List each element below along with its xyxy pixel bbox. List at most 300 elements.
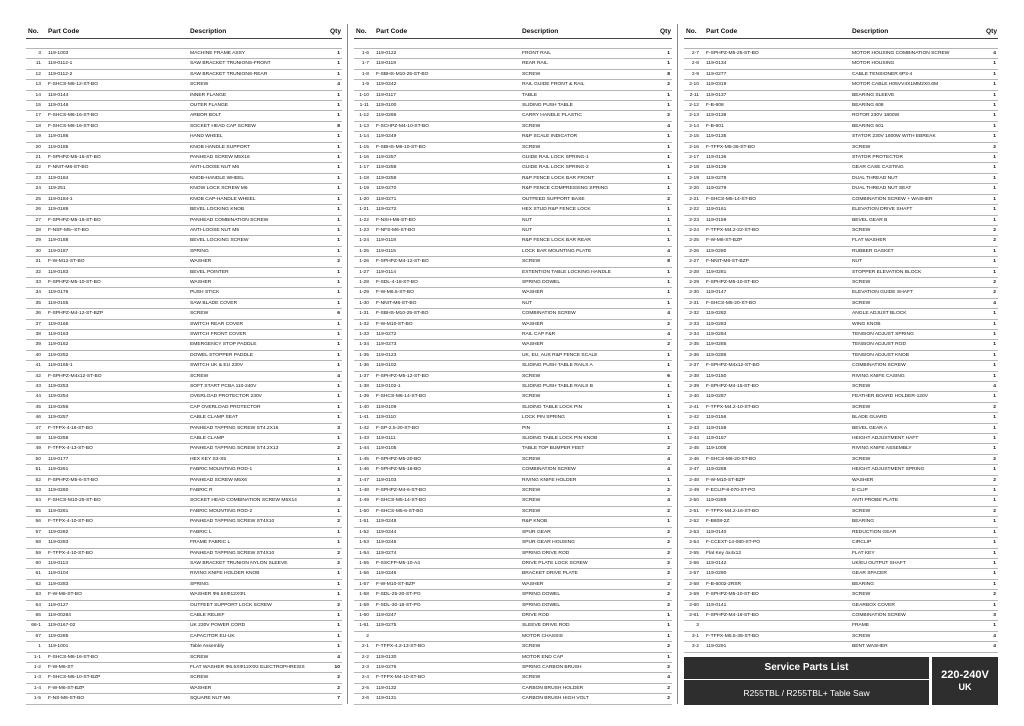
part-code: 119-0115 (374, 246, 520, 256)
part-description: FABRIC MOUNTING ROD-1 (188, 465, 328, 475)
item-number: 2-29 (684, 277, 704, 287)
part-code: 119-0187 (46, 246, 188, 256)
part-qty: 2 (328, 600, 342, 610)
part-qty: 1 (328, 350, 342, 360)
table-row (26, 600, 342, 610)
part-qty: 10 (328, 662, 342, 672)
part-code: 119-1001 (46, 642, 188, 652)
part-code: 119-0105 (374, 444, 520, 454)
part-qty: 1 (984, 517, 998, 527)
part-qty: 2 (658, 486, 672, 496)
part-qty: 4 (328, 371, 342, 381)
part-description: SLEEVE DRIVE ROD (520, 621, 658, 631)
part-description: COMBINATION SCREW (850, 610, 984, 620)
part-code: 119-0319 (704, 80, 850, 90)
table-row (354, 590, 672, 600)
part-description: R&P FENCE LOCK BAR FRONT (520, 173, 658, 183)
part-code: 119-0102-1 (374, 382, 520, 392)
part-code: F-W-M6-ST (46, 662, 188, 672)
item-number: 2-33 (684, 319, 704, 329)
item-number: 1-25 (354, 246, 374, 256)
part-qty: 1 (984, 465, 998, 475)
part-qty: 1 (658, 517, 672, 527)
part-code: F-W-M12-ST-BO (46, 257, 188, 267)
part-qty: 8 (658, 69, 672, 79)
part-description: UK 230V POWER CORD (188, 621, 328, 631)
item-number: 52 (26, 475, 46, 485)
item-number: 1-2 (26, 662, 46, 672)
item-number: 2-6 (354, 694, 374, 704)
spacer-cell (26, 39, 46, 49)
part-description: Table Assembly (188, 642, 328, 652)
part-code: F-SPHPZ-M5-16-BO (374, 465, 520, 475)
table-row (26, 267, 342, 277)
item-number: 1-58 (354, 590, 374, 600)
table-row (354, 101, 672, 111)
part-description: R&P KNOB (520, 517, 658, 527)
table-row (26, 309, 342, 319)
part-qty: 1 (984, 548, 998, 558)
table-row (354, 683, 672, 693)
item-number: 2 (354, 631, 374, 641)
part-description: FRONT RAIL (520, 49, 658, 59)
item-number: 1-56 (354, 569, 374, 579)
part-qty: 1 (328, 454, 342, 464)
part-code: 119-0111 (374, 434, 520, 444)
table-row (26, 257, 342, 267)
item-number: 1-52 (354, 527, 374, 537)
parts-table-body (26, 39, 342, 705)
item-number: 34 (26, 288, 46, 298)
table-row (354, 205, 672, 215)
part-code: 119-0144 (46, 90, 188, 100)
table-row (26, 527, 342, 537)
part-qty: 4 (984, 642, 998, 652)
item-number: 2-32 (684, 309, 704, 319)
part-qty: 4 (984, 49, 998, 59)
table-row (26, 184, 342, 194)
part-code: 119-0112-1 (46, 59, 188, 69)
table-row (354, 80, 672, 90)
part-description: PANHEAD TAPPING SCREW ST4X10 (188, 548, 328, 558)
part-description: PUSH STICK (188, 288, 328, 298)
item-number: 2-1 (354, 642, 374, 652)
part-code: 119-0283 (704, 319, 850, 329)
table-row (26, 163, 342, 173)
part-qty: 1 (328, 163, 342, 173)
part-description: KNOB-HANDLE WHEEL (188, 173, 328, 183)
part-code: F-TFPX-M4.2-16-ST-BO (704, 506, 850, 516)
part-description: KNOB HANDLE SUPPORT (188, 142, 328, 152)
table-row (684, 329, 998, 339)
part-qty: 1 (984, 361, 998, 371)
item-number: 64 (26, 600, 46, 610)
table-row (684, 413, 998, 423)
parts-table-1 (26, 24, 342, 705)
part-code: F-SHCS-M5-14-ST-BO (704, 194, 850, 204)
part-description: BEVEL GEAR B (850, 215, 984, 225)
part-description: PANHEAD COMBINATION SCREW (188, 215, 328, 225)
part-code: F-SHCS-M5-6-ST-BO (374, 506, 520, 516)
table-row (354, 329, 672, 339)
item-number: 1-4 (26, 683, 46, 693)
part-code: F-SPHPZ-M4-16-ST-BO (704, 610, 850, 620)
part-description: BLADE GUARD (850, 413, 984, 423)
item-number: 3-1 (684, 631, 704, 641)
part-qty: 1 (984, 153, 998, 163)
part-description: WASHER (520, 288, 658, 298)
part-description: SOCKET HEAD COMBINATION SCREW M5X14 (188, 496, 328, 506)
part-qty: 1 (328, 205, 342, 215)
table-row (684, 465, 998, 475)
part-qty: 2 (328, 673, 342, 683)
item-number: 2-10 (684, 80, 704, 90)
parts-table-body (354, 39, 672, 705)
item-number: 21 (26, 153, 46, 163)
part-code: 119-0147 (704, 288, 850, 298)
table-row (354, 454, 672, 464)
table-row (684, 361, 998, 371)
part-code: F-NSH-M6-ST-BO (374, 215, 520, 225)
part-code: F-NS-M6-ST-BO (46, 694, 188, 704)
table-row (26, 236, 342, 246)
part-code: 119-1008 (704, 444, 850, 454)
part-qty: 1 (984, 163, 998, 173)
part-description: CARBON BRUSH HOLDER (520, 683, 658, 693)
item-number: 59 (26, 548, 46, 558)
part-code: 119-0142 (704, 558, 850, 568)
part-qty: 1 (658, 132, 672, 142)
part-description: SCREW (850, 142, 984, 152)
part-qty: 2 (658, 683, 672, 693)
item-number: 2-47 (684, 465, 704, 475)
part-description: TENSION ADJUST SPRING (850, 329, 984, 339)
part-qty: 3 (328, 475, 342, 485)
table-row (26, 121, 342, 131)
part-description: SCREW (188, 673, 328, 683)
table-row (684, 610, 998, 620)
part-code: F-NFS-M6-ST-BO (374, 225, 520, 235)
part-code: 119-0244 (374, 527, 520, 537)
part-code: 119-0112-2 (46, 69, 188, 79)
part-description: LOCK PIN SPRING (520, 413, 658, 423)
part-qty: 1 (984, 350, 998, 360)
item-number: 1-22 (354, 215, 374, 225)
part-code: F-SBHS-M10-25-ST-BO (374, 69, 520, 79)
table-row (26, 205, 342, 215)
column-divider (347, 24, 348, 704)
table-row (354, 527, 672, 537)
part-code: F-SHCS-M6-20-ST-BO (704, 454, 850, 464)
part-qty: 1 (984, 205, 998, 215)
part-code: 119-0249 (374, 132, 520, 142)
part-description: WING KNOB (850, 319, 984, 329)
part-qty: 8 (658, 257, 672, 267)
item-number: 65 (26, 610, 46, 620)
part-qty: 7 (328, 694, 342, 704)
part-description: BENT WASHER (850, 642, 984, 652)
item-number: 1-20 (354, 194, 374, 204)
part-description: BEARING 608 (850, 101, 984, 111)
part-code: 119-1003 (46, 49, 188, 59)
part-code: F-SHCS-M6-16-ST-BO (46, 652, 188, 662)
part-description: FABRIC L (188, 527, 328, 537)
table-row (354, 246, 672, 256)
part-code: F-W-M6.5-ST-BO (374, 288, 520, 298)
part-code: 119-0165-1 (46, 361, 188, 371)
part-code: 119-0281 (704, 267, 850, 277)
part-qty: 1 (658, 423, 672, 433)
item-number: 1-16 (354, 153, 374, 163)
part-qty: 6 (658, 371, 672, 381)
item-number: 1-53 (354, 538, 374, 548)
spacer-row (354, 39, 672, 49)
table-row (354, 371, 672, 381)
table-row (684, 475, 998, 485)
item-number: 1-24 (354, 236, 374, 246)
part-qty: 2 (984, 142, 998, 152)
item-number: 23 (26, 173, 46, 183)
part-description: BEVEL GEAR A (850, 423, 984, 433)
item-number: 1-3 (26, 673, 46, 683)
item-number: 1-60 (354, 610, 374, 620)
item-number: 32 (26, 267, 46, 277)
part-description: MOTOR END CAP (520, 652, 658, 662)
item-number: 44 (26, 392, 46, 402)
part-qty: 2 (328, 517, 342, 527)
table-row (26, 694, 342, 704)
item-number: 1-36 (354, 361, 374, 371)
part-qty: 1 (328, 277, 342, 287)
item-number: 1 (26, 642, 46, 652)
part-description: GEAR SPACER (850, 569, 984, 579)
item-number: 20 (26, 142, 46, 152)
item-number: 1-28 (354, 277, 374, 287)
item-number: 2-11 (684, 90, 704, 100)
item-number: 2-34 (684, 329, 704, 339)
part-code: 119-0109 (374, 402, 520, 412)
part-code: 119-0134 (704, 59, 850, 69)
part-description: EMERGENCY STOP PADDLE (188, 340, 328, 350)
part-qty: 1 (658, 153, 672, 163)
part-description: SCREW (520, 642, 658, 652)
table-row (684, 69, 998, 79)
item-number: 1-45 (354, 454, 374, 464)
table-row (684, 205, 998, 215)
part-code: F-TFPX-M4-10-ST-BO (374, 673, 520, 683)
part-qty: 2 (658, 340, 672, 350)
part-qty: 1 (984, 319, 998, 329)
part-code: 119-0183 (46, 267, 188, 277)
item-number: 3-2 (684, 642, 704, 652)
part-code: 119-0257 (46, 413, 188, 423)
item-number: 1-41 (354, 413, 374, 423)
part-qty: 4 (658, 496, 672, 506)
table-row (354, 69, 672, 79)
part-description: PANHEAD SCREW M5X16 (188, 153, 328, 163)
table-row (26, 80, 342, 90)
voltage-panel (932, 657, 998, 705)
part-description: FLAT WASHER Φ6.5XΦ12XΦ2 ELECTROPHRESIS (188, 662, 328, 672)
table-row (26, 142, 342, 152)
item-number: 43 (26, 382, 46, 392)
part-qty: 2 (328, 548, 342, 558)
item-number: 2-58 (684, 579, 704, 589)
item-number: 2-60 (684, 600, 704, 610)
table-row (26, 621, 342, 631)
table-row (26, 101, 342, 111)
part-qty: 2 (984, 236, 998, 246)
part-qty: 4 (984, 382, 998, 392)
part-code: 119-0258 (46, 434, 188, 444)
table-row (26, 215, 342, 225)
part-code: 119-0188 (46, 236, 188, 246)
table-row (26, 548, 342, 558)
table-row (26, 288, 342, 298)
table-row (26, 319, 342, 329)
table-row (684, 600, 998, 610)
part-qty: 1 (328, 69, 342, 79)
part-code: 119-0257 (374, 153, 520, 163)
item-number: 2-26 (684, 246, 704, 256)
part-qty: 4 (328, 652, 342, 662)
table-row (26, 382, 342, 392)
part-description: SPUR GEAR (520, 527, 658, 537)
table-row (354, 215, 672, 225)
table-row (26, 496, 342, 506)
item-number: 22 (26, 163, 46, 173)
table-row (354, 642, 672, 652)
part-qty: 2 (984, 475, 998, 485)
part-code: 119-0271 (374, 194, 520, 204)
item-number: 1-17 (354, 163, 374, 173)
part-description: TENSION ADJUST ROD (850, 340, 984, 350)
part-description: SPRING CARBON BRUSH (520, 662, 658, 672)
spacer-cell (328, 39, 342, 49)
table-row (354, 194, 672, 204)
item-number: 63 (26, 590, 46, 600)
part-description: ANGLE ADJUST BLOCK (850, 309, 984, 319)
table-row (354, 558, 672, 568)
part-qty: 1 (984, 121, 998, 131)
part-qty: 1 (658, 142, 672, 152)
part-code: F-NNIT-M6-ST-BO (374, 298, 520, 308)
item-number: 1-12 (354, 111, 374, 121)
part-description: FLAT WASHER (850, 236, 984, 246)
item-number: 14 (26, 90, 46, 100)
part-qty: 2 (984, 402, 998, 412)
part-code: F-SP-2.5-20-ST-BO (374, 423, 520, 433)
part-code: F-TFPX-4-10-ST-BO (46, 517, 188, 527)
item-number: 1-13 (354, 121, 374, 131)
part-qty: 1 (328, 610, 342, 620)
item-number: 56 (26, 517, 46, 527)
part-description: WASHER (520, 579, 658, 589)
item-number: 1-39 (354, 392, 374, 402)
part-qty: 1 (328, 153, 342, 163)
part-description: ANTI PROBE PLATE (850, 496, 984, 506)
part-description: COMBINATION SCREW (850, 361, 984, 371)
part-qty: 4 (658, 673, 672, 683)
part-description: SLIDING TABLE LOCK PIN KNOB (520, 434, 658, 444)
part-description: SCREW (520, 257, 658, 267)
part-qty: 4 (984, 298, 998, 308)
part-code: 119-0274 (374, 548, 520, 558)
part-description: ANTI-LOOSE NUT M5 (188, 225, 328, 235)
part-description: KNOB CAP-HANDLE WHEEL (188, 194, 328, 204)
item-number: 1-55 (354, 558, 374, 568)
part-qty: 4 (658, 329, 672, 339)
part-code: 119-0100 (374, 101, 520, 111)
spacer-cell (188, 39, 328, 49)
table-header-row (354, 24, 672, 39)
table-row (354, 475, 672, 485)
table-row (354, 121, 672, 131)
item-number: 1-34 (354, 340, 374, 350)
part-description: SPRING DOWEL (520, 590, 658, 600)
part-qty: 1 (328, 538, 342, 548)
part-description: SQUARE NUT M6 (188, 694, 328, 704)
part-description: STOPPER ELEVATION BLOCK (850, 267, 984, 277)
item-number: 1-33 (354, 329, 374, 339)
header-part-code: Part Code (704, 24, 850, 39)
table-row (26, 538, 342, 548)
part-code: 119-0102 (374, 361, 520, 371)
part-description: SCREW (850, 298, 984, 308)
part-code: 119-0155 (46, 298, 188, 308)
table-row (26, 246, 342, 256)
part-qty: 1 (658, 184, 672, 194)
voltage-label: 220-240V (941, 669, 989, 681)
part-description: SPRING DRIVE ROD (520, 548, 658, 558)
part-description: CABLE RELIEF (188, 610, 328, 620)
table-row (26, 59, 342, 69)
part-qty: 1 (984, 184, 998, 194)
item-number: 2-18 (684, 163, 704, 173)
part-qty: 1 (658, 267, 672, 277)
part-code: F-SHCS-M6-12-ST-BO (46, 80, 188, 90)
item-number: 46 (26, 413, 46, 423)
item-number: 28 (26, 225, 46, 235)
part-qty: 1 (328, 402, 342, 412)
item-number: 35 (26, 298, 46, 308)
part-qty: 2 (658, 319, 672, 329)
item-number: 3 (684, 621, 704, 631)
table-row (684, 288, 998, 298)
part-qty: 1 (984, 173, 998, 183)
part-qty: 1 (328, 340, 342, 350)
part-description: WASHER (520, 319, 658, 329)
item-number: 2-27 (684, 257, 704, 267)
parts-table-2 (354, 24, 672, 705)
part-description: WASHER (188, 257, 328, 267)
table-row (354, 444, 672, 454)
item-number: 2-36 (684, 350, 704, 360)
part-description: TABLE TOP BUMPER FEET (520, 444, 658, 454)
part-code: 119-0272 (374, 329, 520, 339)
part-qty: 2 (658, 527, 672, 537)
item-number: 1-18 (354, 173, 374, 183)
item-number: 57 (26, 527, 46, 537)
part-qty: 1 (328, 101, 342, 111)
table-row (684, 184, 998, 194)
table-row (354, 288, 672, 298)
part-description: GUIDE RAIL LOCK SPRING-2 (520, 163, 658, 173)
table-row (26, 329, 342, 339)
part-code: F-SHCS-M6-14-ST-BO (374, 392, 520, 402)
part-qty: 1 (328, 590, 342, 600)
part-description: SCREW (850, 277, 984, 287)
